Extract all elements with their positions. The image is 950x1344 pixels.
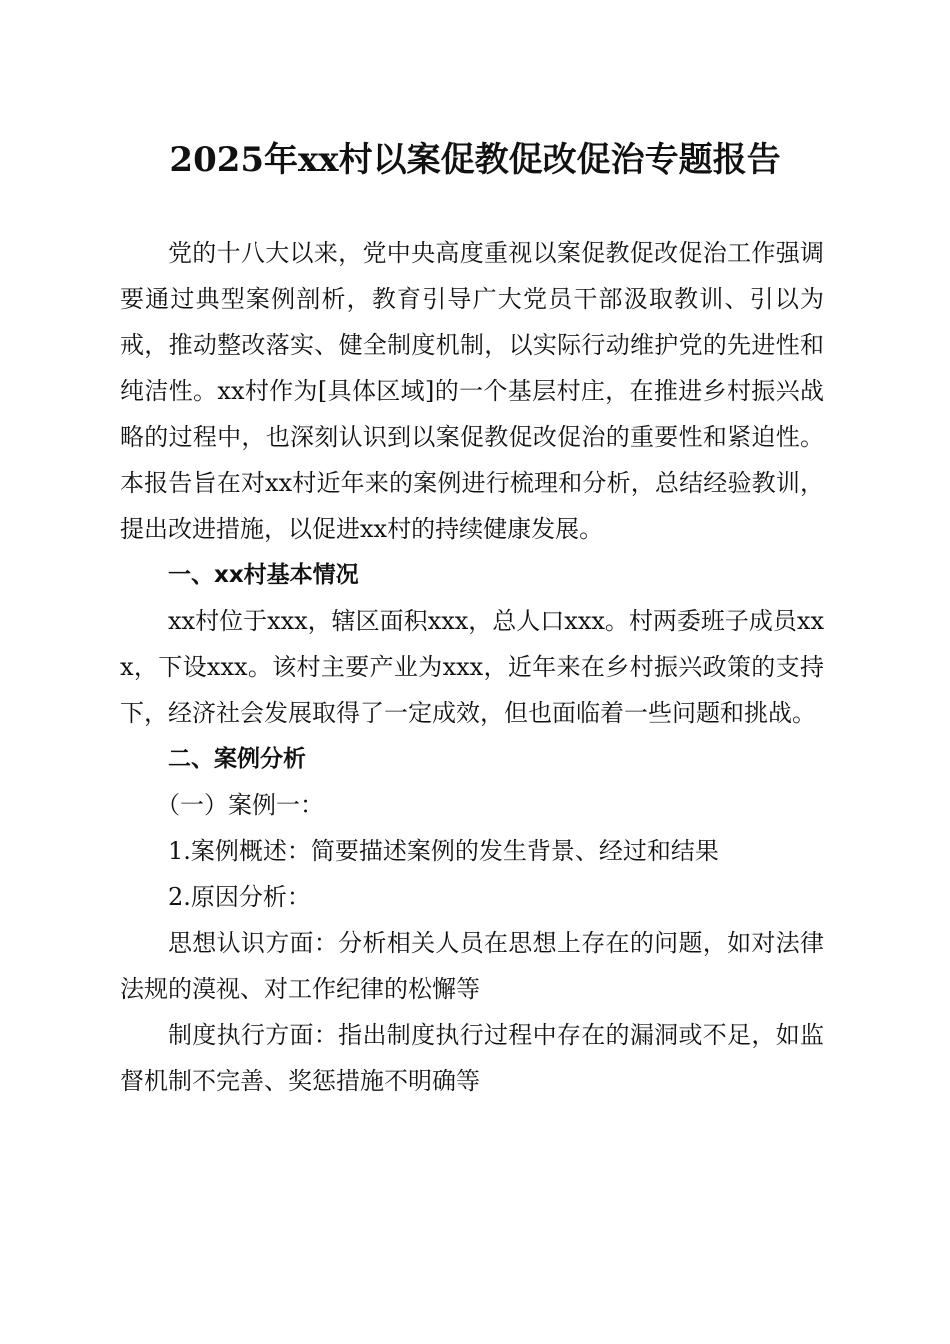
document-title: 2025年xx村以案促教促改促治专题报告: [169, 140, 781, 180]
basic-info-paragraph: xx村位于xxx，辖区面积xxx，总人口xxx。村两委班子成员xxx，下设xxx。该村主要产业为xxx，近年来在乡村振兴政策的支持下，经济社会发展取得了一定成效，但也面临着一些问题和挑战。: [120, 607, 824, 727]
case-one-label: （一）案例一：: [156, 791, 324, 819]
section-heading-case-analysis: 二、案例分析: [168, 746, 306, 772]
thought-aspect-paragraph: 思想认识方面：分析相关人员在思想上存在的问题，如对法律法规的漠视、对工作纪律的松懈等: [120, 929, 824, 1003]
section-heading-basic-info: 一、xx村基本情况: [168, 562, 359, 588]
case-overview-item: 1.案例概述：简要描述案例的发生背景、经过和结果: [168, 837, 719, 865]
cause-analysis-item: 2.原因分析：: [168, 883, 311, 911]
system-aspect-paragraph: 制度执行方面：指出制度执行过程中存在的漏洞或不足，如监督机制不完善、奖惩措施不明确等: [120, 1021, 824, 1095]
intro-paragraph: 党的十八大以来，党中央高度重视以案促教促改促治工作强调要通过典型案例剖析，教育引导广大党员干部汲取教训、引以为戒，推动整改落实、健全制度机制，以实际行动维护党的先进性和纯洁性。xx村作为[具体区域]的一个基层村庄，在推进乡村振兴战略的过程中，也深刻认识到以案促教促改促治的重要性和紧迫性。本报告旨在对xx村近年来的案例进行梳理和分析，总结经验教训，提出改进措施，以促进xx村的持续健康发展。: [120, 239, 824, 543]
document-body: [120, 230, 824, 1104]
